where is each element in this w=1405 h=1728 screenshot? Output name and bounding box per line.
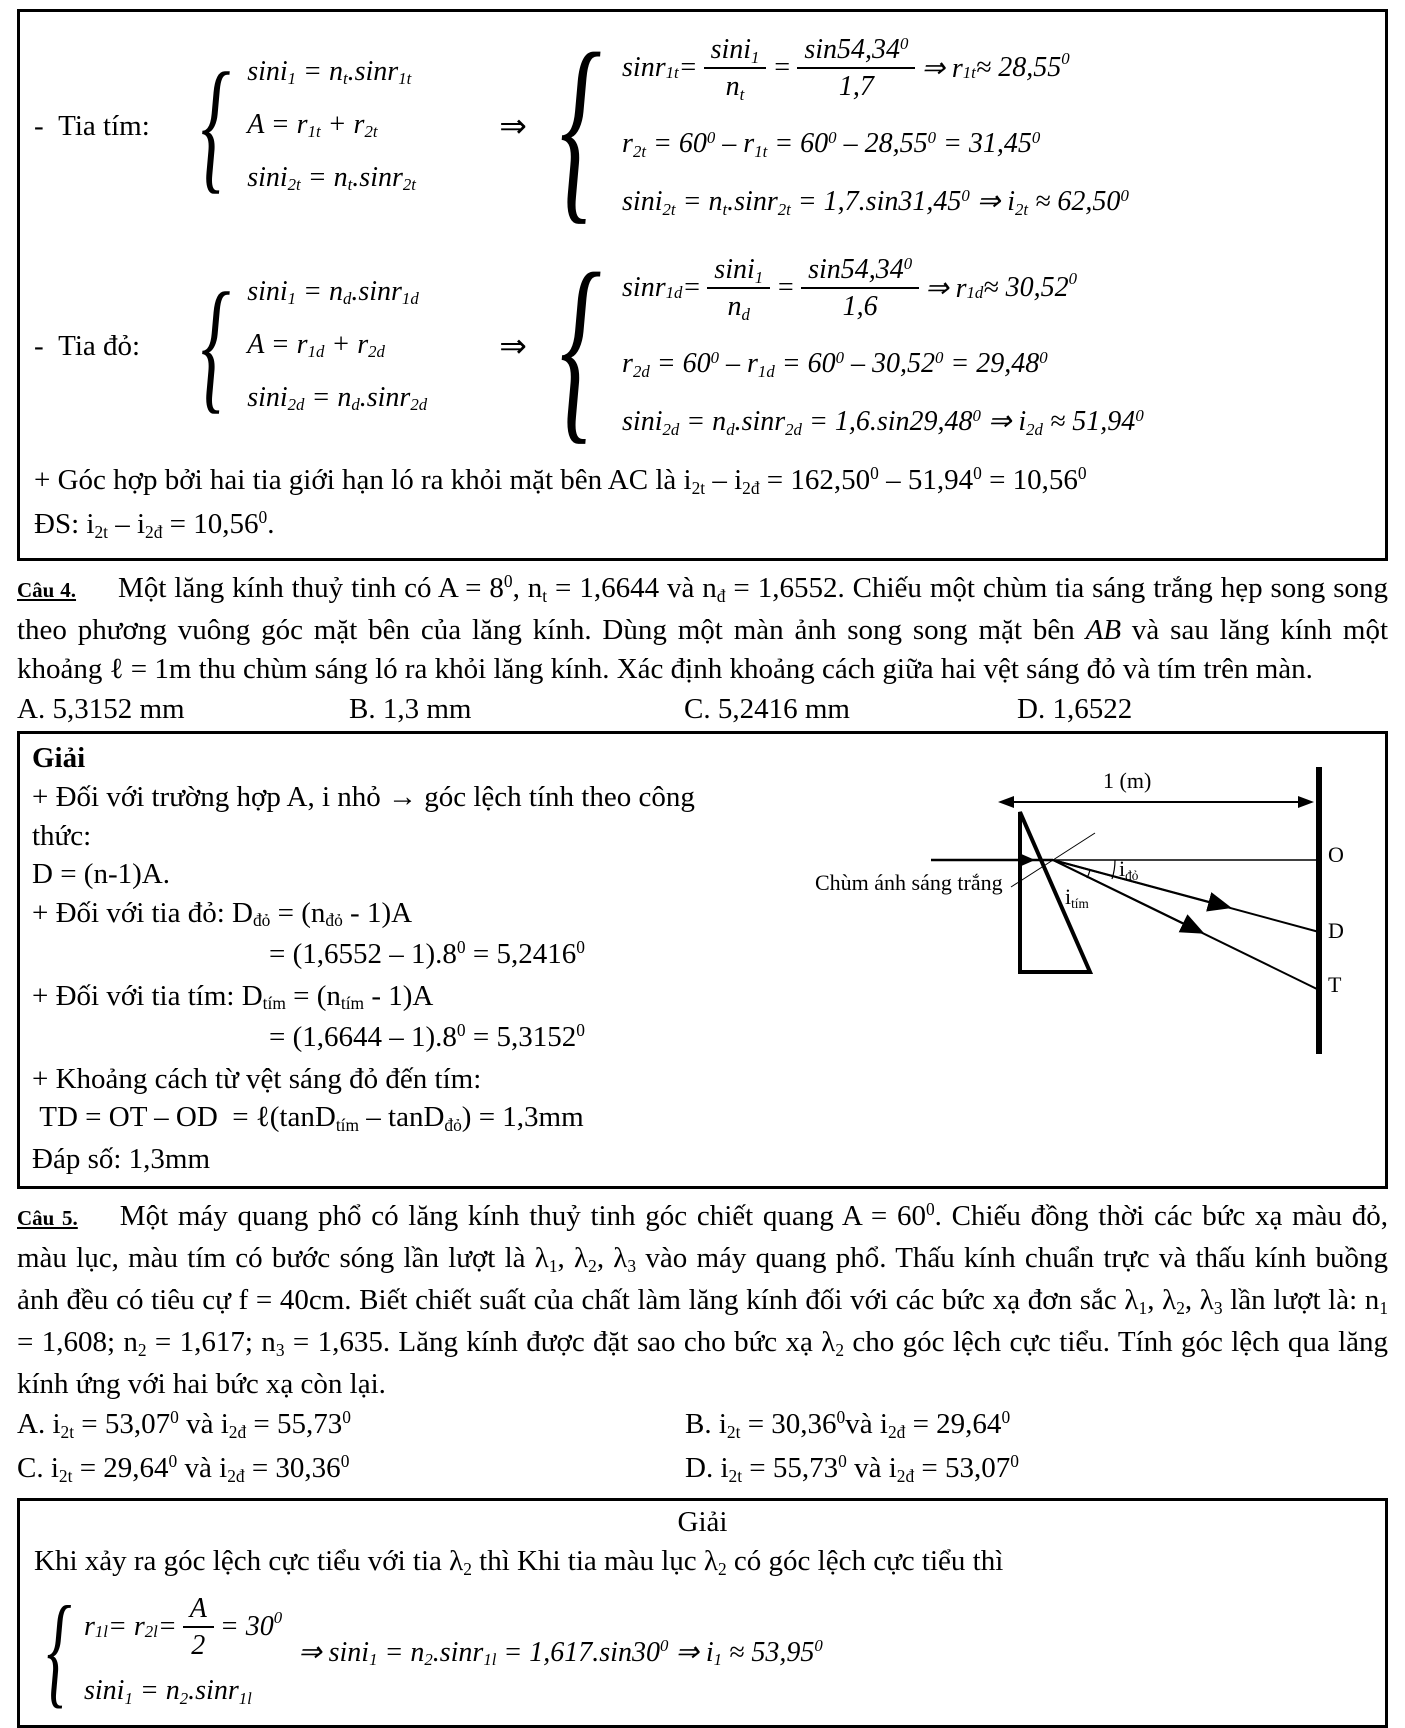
- math-line: sinr $_{1t}$ = sini$_1$ $n_t$ = $\sin 54,34^0$ 1,7 ⇒ r $_{1t}$ ≈ 28,55 $^0$: [622, 33, 1070, 104]
- math-line: $\sin i_{2t} = n_t.\sin r_{2t} = 1,7.\sin 31,45^0$ ⇒ $i_{2t} \approx 62,50^0$: [622, 185, 1129, 219]
- option-a: A. $i_{2t} = 53,07^0$ và $i_{2đ} = 55,73^0$: [17, 1407, 351, 1442]
- violet-angle-label: $i_{tím}$: [1065, 884, 1089, 911]
- violet-right-system: [622, 20, 1129, 232]
- implies-arrow: ⇒: [499, 109, 527, 145]
- option-b: B. 1,3 mm: [349, 693, 472, 725]
- question4-text: Một lăng kính thuỷ tinh có $A = 8^0$, $n_t = 1,6644$ và $n_đ = 1,6552$. Chiếu một chùm tia sáng trắng hẹp song song theo phương vuông góc mặt bên của lăng kính. Dùng một màn ảnh song song mặt bên AB và sau lăng kính một khoảng ℓ = 1m thu chùm sáng ló ra khỏi lăng kính. Xác định khoảng cách giữa hai vệt sáng đỏ và tím trên màn.: [17, 571, 1388, 685]
- math-line: $A = r_{1t} + r_{2t}$: [247, 108, 378, 142]
- final-answer-line: ĐS: $i_{2t} - i_{2đ} = 10,56^0$.: [34, 507, 275, 542]
- distance-label: 1 (m): [1103, 768, 1152, 793]
- distance-arrowhead-left: [998, 796, 1014, 808]
- solution-line: = $(1,6644 - 1).8^0 = 5,3152^0$: [269, 1020, 585, 1053]
- red-right-system: [622, 240, 1144, 452]
- math-line: $\sin i_1 = n_2.\sin r_{1l}$: [84, 1675, 252, 1708]
- incident-arrowhead: [1019, 853, 1035, 867]
- distance-arrowhead-right: [1298, 796, 1314, 808]
- prism-diagram-svg: [803, 742, 1383, 1087]
- solution-line: D = (n-1)A.: [32, 858, 170, 890]
- question5-text: Một máy quang phổ có lăng kính thuỷ tinh góc chiết quang $A = 60^0$. Chiếu đồng thời các bức xạ màu đỏ, màu lục, màu tím có bước sóng lần lượt là $\lambda_1$, $\lambda_2$, $\lambda_3$ vào máy quang phổ. Thấu kính chuẩn trực và thấu kính buồng ảnh đều có tiêu cự f = 40cm. Biết chiết suất của chất làm lăng kính đối với các bức xạ đơn sắc $\lambda_1$, $\lambda_2$, $\lambda_3$ lần lượt là: $n_1 = 1,608$; $n_2 = 1,617$; $n_3 = 1,635$. Lăng kính được đặt sao cho bức xạ $\lambda_2$ cho góc lệch cực tiểu. Tính góc lệch qua lăng kính ứng với hai bức xạ còn lại.: [17, 1199, 1389, 1400]
- cau5-solution-box: [17, 1498, 1388, 1728]
- option-c: C. 5,2416 mm: [684, 693, 850, 725]
- math-line: $A = r_{1d} + r_{2d}$: [247, 328, 385, 362]
- point-d-label: D: [1328, 918, 1344, 943]
- red-angle-label: $i_{đỏ}$: [1119, 856, 1139, 883]
- question4-paragraph: [17, 569, 1388, 689]
- red-ray-label: - Tia đỏ:: [34, 329, 141, 362]
- violet-ray-label: - Tia tím:: [34, 109, 150, 142]
- cau3-solution-box: [17, 9, 1388, 561]
- math-line: $r_{2t} = 60^0 - r_{1t} = 60^0 - 28,55^0 = 31,45^0$: [622, 127, 1041, 161]
- violet-left-system: [247, 47, 495, 206]
- open-brace: {: [200, 263, 231, 428]
- min-deviation-system: [34, 1582, 1371, 1721]
- math-line: $r_{2d} = 60^0 - r_{1d} = 60^0 - 30,52^0 = 29,48^0$: [622, 347, 1048, 381]
- solution-line: thức:: [32, 819, 92, 852]
- question4-options: [17, 691, 1388, 727]
- option-c: C. $i_{2t} = 29,64^0$ và $i_{2đ} = 30,36^0$: [17, 1451, 350, 1486]
- solution-title: Giải: [677, 1506, 728, 1538]
- solution-line: + Đối với trường hợp A, i nhỏ → góc lệch tính theo công: [32, 781, 695, 813]
- option-a: A. 5,3152 mm: [17, 693, 185, 725]
- question5-options: [17, 1404, 1388, 1492]
- question5-paragraph: [17, 1197, 1388, 1404]
- violet-ray-row: [34, 10, 1371, 241]
- point-o-label: O: [1328, 842, 1344, 867]
- math-line: $\sin i_{2d} = n_d.\sin r_{2d}$: [247, 381, 428, 415]
- open-brace: {: [559, 230, 602, 461]
- solution-line: + Đối với tia tím: $D_{tím} = (n_{tím} - 1)A$: [32, 979, 434, 1014]
- prism-diagram: [803, 742, 1383, 1087]
- white-beam-label: Chùm ánh sáng trắng: [815, 870, 1003, 895]
- option-d: D. $i_{2t} = 55,73^0$ và $i_{2đ} = 53,07^0$: [685, 1451, 1019, 1486]
- math-line: $\sin i_{2d} = n_d.\sin r_{2d} = 1,6.\sin 29,48^0$ ⇒ $i_{2d} \approx 51,94^0$: [622, 405, 1144, 439]
- math-line: $\sin i_{2t} = n_t.\sin r_{2t}$: [247, 161, 416, 195]
- cau4-solution-box: [17, 731, 1388, 1189]
- solution-line: + Khoảng cách từ vệt sáng đỏ đến tím:: [32, 1062, 482, 1095]
- option-d: D. 1,6522: [1017, 693, 1133, 725]
- implies-arrow: ⇒: [499, 329, 527, 365]
- system-lines: [84, 1586, 282, 1717]
- red-ray-row: [34, 230, 1371, 461]
- solution-line: = $(1,6552 - 1).8^0 = 5,2416^0$: [269, 937, 585, 970]
- open-brace: {: [46, 1582, 72, 1721]
- solution-intro: Khi xảy ra góc lệch cực tiểu với tia $\lambda_2$ thì Khi tia màu lục $\lambda_2$ có góc lệch cực tiểu thì: [34, 1545, 1004, 1579]
- system-result: ⇒ $\sin i_1 = n_2.\sin r_{1l} = 1,617.\sin 30^0$ ⇒ $i_1 \approx 53,95^0$: [298, 1636, 823, 1670]
- math-line: $\sin i_1 = n_d.\sin r_{1d}$: [247, 275, 419, 309]
- red-left-system: [247, 267, 495, 426]
- open-brace: {: [200, 43, 231, 208]
- angle-between-rays-line: + Góc hợp bởi hai tia giới hạn ló ra khỏi mặt bên AC là $i_{2t} - i_{2đ} = 162,50^0 - 51,94^0 = 10,56^0$: [34, 463, 1087, 498]
- math-line: sinr $_{1d}$ = sini$_1$ $n_d$ = $\sin 54,34^0$ 1,6 ⇒ r $_{1d}$ ≈ 30,52 $^0$: [622, 253, 1078, 324]
- math-line: r $_{1l}$ = r $_{2l}$ = A 2 = 30 $^0$: [84, 1593, 283, 1661]
- solution-line: TD = OT – OD = ℓ(tanD$_{tím}$ – tanD$_{đỏ}$) = 1,3mm: [32, 1101, 584, 1135]
- solution-line: + Đối với tia đỏ: $D_{đỏ} = (n_{đỏ} - 1)A$: [32, 896, 413, 931]
- question5-label: Câu 5.: [17, 1206, 78, 1230]
- question4-label: Câu 4.: [17, 578, 77, 602]
- option-b: B. $i_{2t}$ = $30,36^0và$ $i_{2đ} = 29,64^0$: [685, 1407, 1011, 1442]
- solution-line: Đáp số: 1,3mm: [32, 1142, 211, 1175]
- open-brace: {: [559, 10, 602, 241]
- math-line: $\sin i_1 = n_t.\sin r_{1t}$: [247, 55, 412, 89]
- point-t-label: T: [1328, 972, 1342, 997]
- solution-title: Giải: [32, 742, 86, 774]
